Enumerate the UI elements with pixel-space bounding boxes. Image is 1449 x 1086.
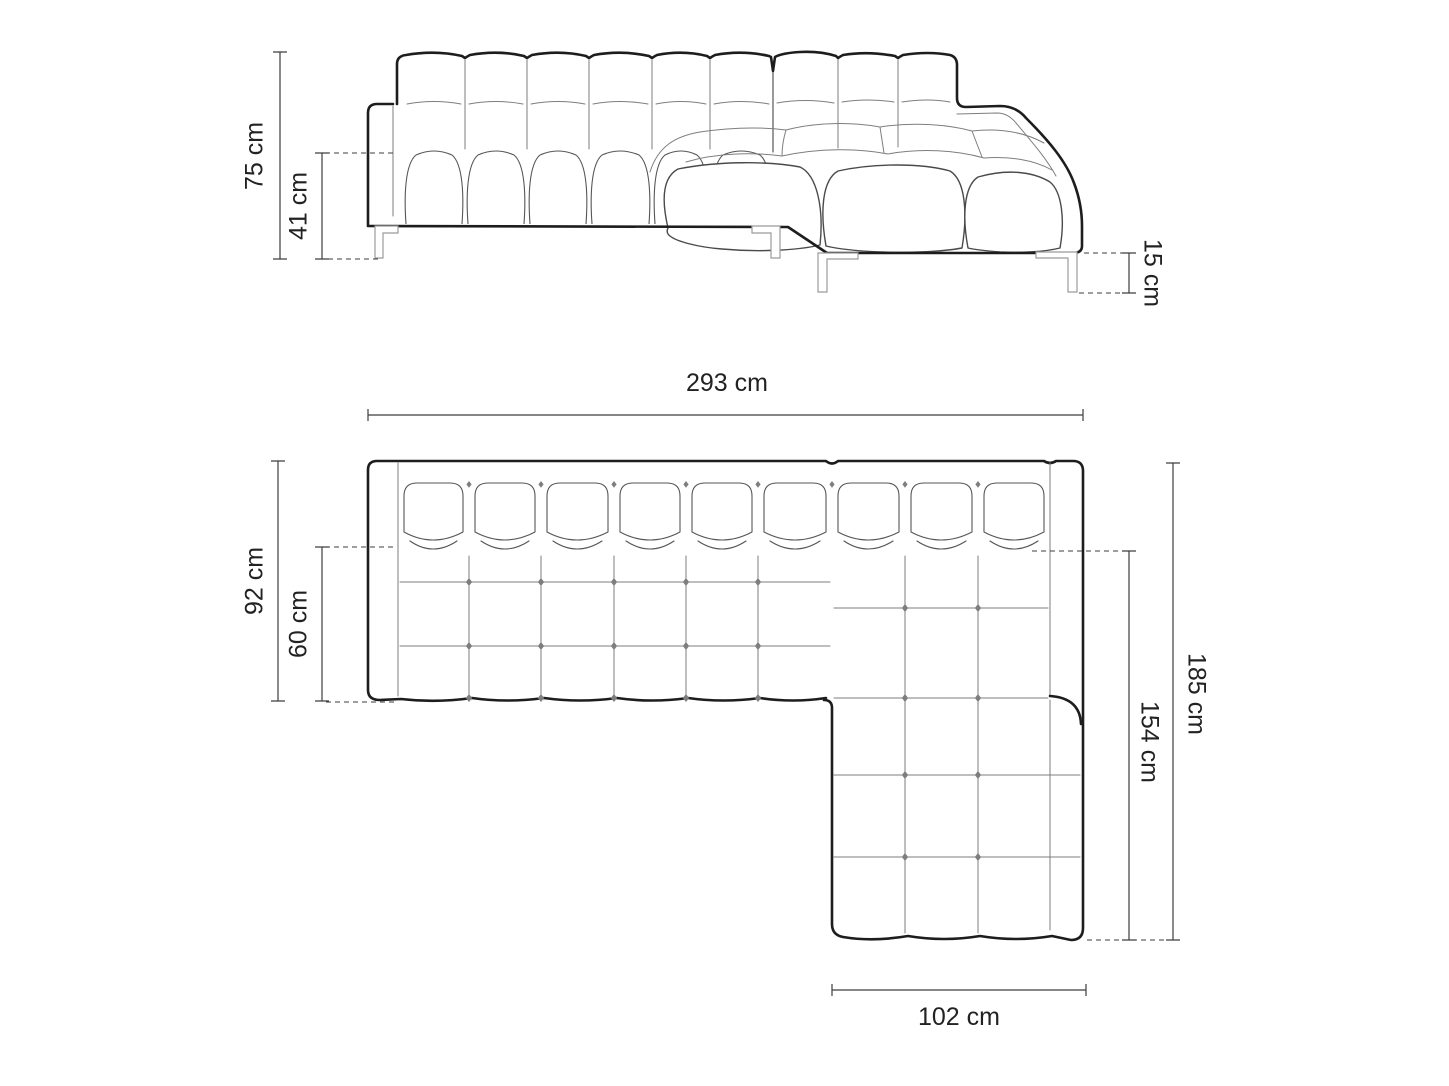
dim-total-depth xyxy=(1166,463,1210,940)
chaise-pillow xyxy=(664,163,821,251)
rear-left-leg xyxy=(375,226,398,258)
front-right-leg xyxy=(1036,252,1077,292)
plan-outline xyxy=(368,461,1083,940)
seat-cushion xyxy=(529,151,587,224)
dim-chaise-depth-label: 154 cm xyxy=(1135,701,1164,783)
chaise-pillow xyxy=(823,165,965,252)
dim-total-depth-line xyxy=(1166,463,1180,940)
dim-leg-height-line xyxy=(1122,253,1136,293)
dim-body-depth-line xyxy=(271,461,285,701)
dim-seat-depth-label: 60 cm xyxy=(284,589,313,659)
seat-cushion xyxy=(405,151,463,224)
chaise-cushions xyxy=(664,163,1062,253)
dim-seat-depth-line xyxy=(315,547,329,701)
dim-total-width-line xyxy=(368,409,1083,421)
right-arm-inner-line xyxy=(957,113,1056,176)
dim-seat-height-line xyxy=(315,153,329,259)
dim-body-depth xyxy=(241,461,285,701)
dim-total-depth-label: 185 cm xyxy=(1182,653,1211,735)
seat-cushion xyxy=(591,151,650,224)
dim-total-height-label: 75 cm xyxy=(240,121,269,191)
dim-body-depth-label: 92 cm xyxy=(240,546,269,616)
dim-total-width xyxy=(368,369,1083,421)
dim-chaise-width-label: 102 cm xyxy=(918,1003,1000,1031)
dim-chaise-depth-line xyxy=(1122,551,1136,940)
top-plan-view xyxy=(241,369,1211,1031)
dim-chaise-width-line xyxy=(832,984,1086,996)
dim-leg-height-dashes xyxy=(1079,253,1122,293)
dim-total-width-label: 293 cm xyxy=(686,369,768,397)
backrest-crease-arcs xyxy=(407,100,950,104)
seat-cushion xyxy=(467,151,525,224)
dim-total-height xyxy=(241,52,287,259)
dim-leg-height-label: 15 cm xyxy=(1138,238,1167,308)
front-elevation-view xyxy=(241,52,1167,307)
front-left-leg xyxy=(818,253,858,292)
chaise-pillow xyxy=(965,172,1063,252)
dim-leg-height xyxy=(1079,239,1166,307)
dim-chaise-width xyxy=(832,984,1086,1031)
dim-seat-height-dashes xyxy=(316,153,396,259)
backrest-divider-lines xyxy=(465,60,898,149)
dim-seat-height-label: 41 cm xyxy=(284,171,313,241)
